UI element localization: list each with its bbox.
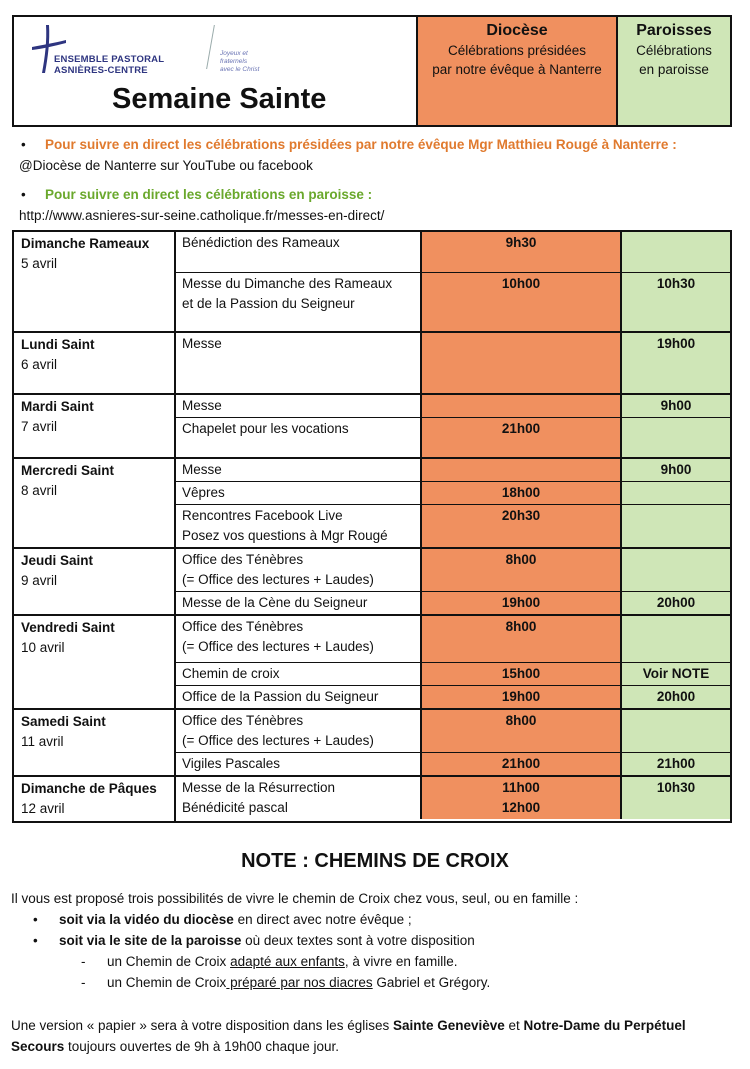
paroisse-time: 20h00 [622,592,730,614]
schedule-row [176,752,730,775]
schedule-row [176,504,730,547]
celebration-name: Office des Ténèbres (= Office des lectures + Laudes) [176,710,422,752]
diocese-time: 8h00 [422,549,622,591]
day-label: Mercredi Saint 8 avril [14,459,176,547]
schedule-row [176,333,730,393]
celebration-name: Messe de la Résurrection Bénédicité pascal [176,777,422,819]
celebration-name: Office de la Passion du Seigneur [176,686,422,708]
schedule-row [176,481,730,504]
day-label: Dimanche Rameaux 5 avril [14,232,176,331]
diocese-time: 11h00 12h00 [422,777,622,819]
day-label: Mardi Saint 7 avril [14,395,176,457]
diocese-stream-info: @Diocèse de Nanterre sur YouTube ou facebook [19,158,313,173]
schedule-day [14,232,730,331]
celebration-name: Vêpres [176,482,422,504]
logo-line1: ENSEMBLE PASTORAL [54,54,165,65]
diocese-time: 21h00 [422,418,622,457]
diocese-time: 15h00 [422,663,622,685]
note-subitem-diacres: - un Chemin de Croix préparé par nos diacres Gabriel et Grégory. [81,975,491,990]
day-label: Lundi Saint 6 avril [14,333,176,393]
paroisse-time: 9h00 [622,395,730,417]
day-label: Vendredi Saint 10 avril [14,616,176,708]
diocese-time: 20h30 [422,505,622,547]
diocese-time: 21h00 [422,753,622,775]
header-block [12,15,732,127]
intro-bullet-diocese: • Pour suivre en direct les célébrations présidées par notre évêque Mgr Matthieu Rougé à Nanterre : [21,137,677,152]
schedule-row [176,616,730,662]
logo-tagline: Joyeux et fraternels avec le Christ [220,50,260,73]
celebration-name: Messe [176,395,422,417]
paroisse-time [622,418,730,457]
celebration-name: Messe [176,459,422,481]
day-label: Samedi Saint 11 avril [14,710,176,775]
diocese-time: 8h00 [422,616,622,662]
diocese-time: 19h00 [422,592,622,614]
celebration-name: Chapelet pour les vocations [176,418,422,457]
paroisse-time: 9h00 [622,459,730,481]
paroisse-time [622,549,730,591]
schedule-day [14,775,730,821]
celebration-name: Bénédiction des Rameaux [176,232,422,272]
diocese-time: 9h30 [422,232,622,272]
celebration-name: Office des Ténèbres (= Office des lectures + Laudes) [176,616,422,662]
intro-section [19,134,734,226]
schedule-day [14,331,730,393]
logo-title-box [14,17,418,125]
paroisse-time [622,616,730,662]
schedule-row [176,710,730,752]
schedule-row [176,232,730,272]
celebration-name: Chemin de croix [176,663,422,685]
paroisse-time [622,710,730,752]
note-title: NOTE : CHEMINS DE CROIX [241,850,509,872]
schedule-day [14,614,730,708]
paroisse-time [622,482,730,504]
diocese-column-header: Diocèse Célébrations présidées par notre évêque à Nanterre [418,17,618,125]
note-subitem-enfants: - un Chemin de Croix adapté aux enfants, à vivre en famille. [81,954,458,969]
logo-line2: ASNIÈRES-CENTRE [54,65,148,76]
schedule-row [176,459,730,481]
celebration-name: Office des Ténèbres (= Office des lectures + Laudes) [176,549,422,591]
celebration-name: Messe du Dimanche des Rameaux et de la Passion du Seigneur [176,273,422,331]
diocese-time: 10h00 [422,273,622,331]
schedule-row [176,591,730,614]
celebration-name: Vigiles Pascales [176,753,422,775]
paroisse-time: 10h30 [622,777,730,819]
celebration-name: Messe de la Cène du Seigneur [176,592,422,614]
day-label: Dimanche de Pâques 12 avril [14,777,176,821]
schedule-row [176,395,730,417]
day-label: Jeudi Saint 9 avril [14,549,176,614]
note-paper-version: Une version « papier » sera à votre disposition dans les églises Sainte Geneviève et Notre-Dame du Perpétuel Secours toujours ouvertes de 9h à 19h00 chaque jour. [11,1018,686,1054]
celebration-name: Rencontres Facebook Live Posez vos questions à Mgr Rougé [176,505,422,547]
paroisse-stream-link[interactable]: http://www.asnieres-sur-seine.catholique.fr/messes-en-direct/ [19,208,385,223]
note-item-diocese: • soit via la vidéo du diocèse en direct avec notre évêque ; [33,912,412,927]
paroisse-time: Voir NOTE [622,663,730,685]
paroisse-time [622,505,730,547]
paroisse-time [622,232,730,272]
diocese-time [422,459,622,481]
diocese-time: 8h00 [422,710,622,752]
schedule-row [176,777,730,819]
diocese-time [422,395,622,417]
note-body [11,888,736,1057]
schedule-day [14,393,730,457]
schedule-row [176,685,730,708]
note-item-paroisse: • soit via le site de la paroisse où deux textes sont à votre disposition [33,933,475,948]
paroisse-time: 10h30 [622,273,730,331]
diocese-time: 19h00 [422,686,622,708]
paroisse-time: 20h00 [622,686,730,708]
schedule-row [176,662,730,685]
schedule-day [14,547,730,614]
schedule-row [176,549,730,591]
diocese-time: 18h00 [422,482,622,504]
schedule-row [176,417,730,457]
schedule-table [12,230,732,823]
schedule-day [14,457,730,547]
schedule-day [14,708,730,775]
intro-bullet-paroisse: • Pour suivre en direct les célébrations en paroisse : [21,187,373,202]
schedule-row [176,272,730,331]
note-intro: Il vous est proposé trois possibilités de vivre le chemin de Croix chez vous, seul, ou en famille : [11,891,579,906]
paroisse-time: 19h00 [622,333,730,393]
diocese-time [422,333,622,393]
page-title: Semaine Sainte [112,83,327,115]
paroisse-column-header: Paroisses Célébrations en paroisse [618,17,730,125]
celebration-name: Messe [176,333,422,393]
paroisse-time: 21h00 [622,753,730,775]
